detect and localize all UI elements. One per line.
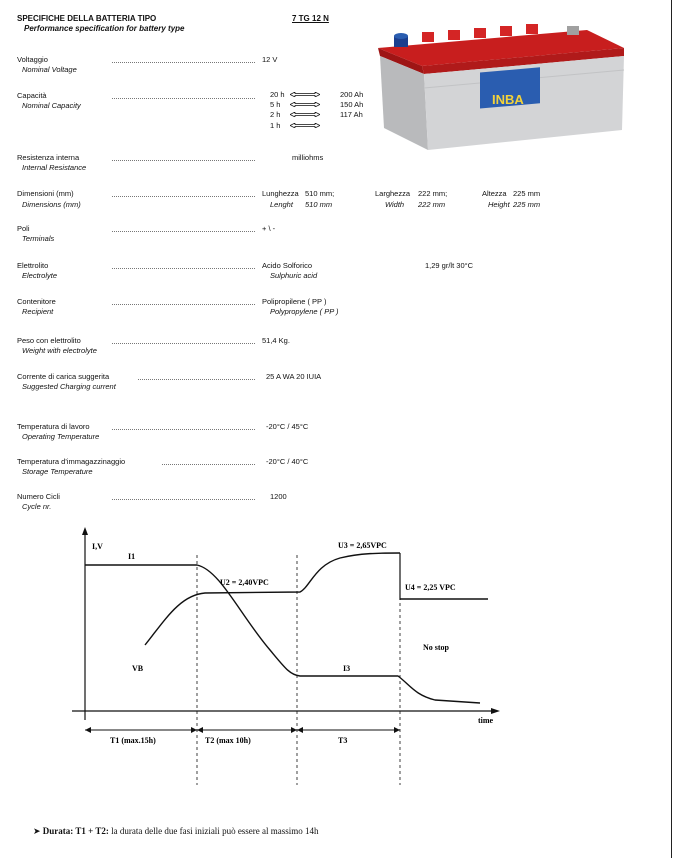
weight-value: 51,4 Kg. bbox=[262, 336, 290, 345]
voltage-label-en: Nominal Voltage bbox=[22, 65, 77, 74]
no-stop-label: No stop bbox=[423, 643, 450, 652]
voltage-label: Voltaggio bbox=[17, 55, 48, 64]
dot-leader bbox=[112, 268, 255, 269]
battery-model: 7 TG 12 N bbox=[292, 14, 329, 23]
electrolyte-value-en: Sulphuric acid bbox=[270, 271, 318, 280]
dot-leader bbox=[112, 160, 255, 161]
storage-temp-label: Temperatura d'immagazzinaggio bbox=[17, 457, 126, 466]
y-axis-arrow-icon bbox=[82, 527, 88, 535]
x-axis-arrow-icon bbox=[491, 708, 500, 714]
electrolyte-value: Acido Solforico bbox=[262, 261, 313, 270]
storage-temp-value: -20°C / 40°C bbox=[266, 457, 309, 466]
capacity-ah-2: 117 Ah bbox=[340, 110, 363, 119]
height-value: 225 mm bbox=[513, 189, 541, 198]
electrolyte-density: 1,29 gr/lt 30°C bbox=[425, 261, 474, 270]
battery-brand-logo: INBA bbox=[492, 92, 524, 107]
voltage-curve bbox=[145, 553, 400, 645]
dot-leader bbox=[112, 98, 255, 99]
charging-value: 25 A WA 20 IUIA bbox=[266, 372, 322, 381]
capacity-hours-1: 1 h bbox=[270, 121, 281, 130]
dimensions-label: Dimensioni (mm) bbox=[17, 189, 74, 198]
dot-leader bbox=[112, 429, 255, 430]
capacity-hours-20: 20 h bbox=[270, 90, 285, 99]
width-value: 222 mm; bbox=[418, 189, 448, 198]
double-arrow-icon bbox=[290, 92, 320, 97]
resistance-label-en: Internal Resistance bbox=[22, 163, 87, 172]
width-value-en: 222 mm bbox=[418, 200, 446, 209]
dot-leader bbox=[112, 231, 255, 232]
container-label-en: Recipient bbox=[22, 307, 54, 316]
weight-label-en: Weight with electrolyte bbox=[22, 346, 97, 355]
footnote bbox=[33, 826, 319, 837]
u3-label: U3 = 2,65VPC bbox=[338, 541, 387, 550]
width-label-en: Width bbox=[385, 200, 405, 209]
dot-leader bbox=[112, 62, 255, 63]
dot-leader bbox=[112, 304, 255, 305]
y-axis-label: I,V bbox=[92, 542, 103, 551]
op-temp-label-en: Operating Temperature bbox=[22, 432, 100, 441]
weight-label: Peso con elettrolito bbox=[17, 336, 81, 345]
op-temp-value: -20°C / 45°C bbox=[266, 422, 309, 431]
dot-leader bbox=[162, 464, 255, 465]
footnote-text: la durata delle due fasi iniziali può essere al massimo 14h bbox=[108, 826, 319, 836]
charging-label-en: Suggested Charging current bbox=[22, 382, 116, 391]
height-value-en: 225 mm bbox=[513, 200, 541, 209]
length-label: Lunghezza bbox=[262, 189, 299, 198]
dimensions-label-en: Dimensions (mm) bbox=[22, 200, 81, 209]
capacity-hours-2: 2 h bbox=[270, 110, 281, 119]
x-axis-label: time bbox=[478, 716, 494, 725]
bullet-icon: ➤ bbox=[33, 826, 41, 836]
height-label-en: Height bbox=[488, 200, 510, 209]
u4-label: U4 = 2,25 VPC bbox=[405, 583, 456, 592]
dot-leader bbox=[112, 343, 255, 344]
op-temp-label: Temperatura di lavoro bbox=[17, 422, 90, 431]
container-label: Contenitore bbox=[17, 297, 56, 306]
electrolyte-label-en: Electrolyte bbox=[22, 271, 58, 280]
arrowhead-icon bbox=[191, 727, 197, 733]
width-label: Larghezza bbox=[375, 189, 411, 198]
cycles-value: 1200 bbox=[270, 492, 287, 501]
capacity-label: Capacità bbox=[17, 91, 47, 100]
dot-leader bbox=[112, 196, 255, 197]
capacity-ah-20: 200 Ah bbox=[340, 90, 364, 99]
arrowhead-icon bbox=[85, 727, 91, 733]
capacity-ah-5: 150 Ah bbox=[340, 100, 364, 109]
double-arrow-icon bbox=[290, 102, 320, 107]
vb-label: VB bbox=[132, 664, 144, 673]
footnote-bold: Durata: T1 + T2: bbox=[42, 826, 109, 836]
dot-leader bbox=[138, 379, 255, 380]
t1-label: T1 (max.15h) bbox=[110, 736, 156, 745]
t3-label: T3 bbox=[338, 736, 348, 745]
i3-label: I3 bbox=[343, 664, 351, 673]
terminals-label-en: Terminals bbox=[22, 234, 55, 243]
voltage-value: 12 V bbox=[262, 55, 278, 64]
arrowhead-icon bbox=[297, 727, 303, 733]
charging-label: Corrente di carica suggerita bbox=[17, 372, 110, 381]
electrolyte-label: Elettrolito bbox=[17, 261, 49, 270]
i1-label: I1 bbox=[128, 552, 136, 561]
charging-diagram bbox=[60, 525, 520, 785]
length-label-en: Lenght bbox=[270, 200, 293, 209]
capacity-label-en: Nominal Capacity bbox=[22, 101, 81, 110]
battery-photo bbox=[372, 18, 630, 150]
double-arrow-icon bbox=[290, 123, 320, 128]
capacity-hours-5: 5 h bbox=[270, 100, 281, 109]
dot-leader bbox=[112, 499, 255, 500]
height-label: Altezza bbox=[482, 189, 507, 198]
arrowhead-icon bbox=[291, 727, 297, 733]
terminals-label: Poli bbox=[17, 224, 30, 233]
length-value-en: 510 mm bbox=[305, 200, 333, 209]
cycles-label-en: Cycle nr. bbox=[22, 502, 52, 511]
spec-title: SPECIFICHE DELLA BATTERIA TIPO bbox=[17, 14, 157, 23]
spec-subtitle: Performance specification for battery type bbox=[24, 24, 185, 33]
double-arrow-icon bbox=[290, 112, 320, 117]
container-value-en: Polypropylene ( PP ) bbox=[270, 307, 339, 316]
t2-label: T2 (max 10h) bbox=[205, 736, 251, 745]
container-value: Polipropilene ( PP ) bbox=[262, 297, 327, 306]
resistance-label: Resistenza interna bbox=[17, 153, 80, 162]
resistance-value: milliohms bbox=[292, 153, 324, 162]
arrowhead-icon bbox=[394, 727, 400, 733]
cycles-label: Numero Cicli bbox=[17, 492, 60, 501]
terminals-value: + \ - bbox=[262, 224, 276, 233]
storage-temp-label-en: Storage Temperature bbox=[22, 467, 93, 476]
length-value: 510 mm; bbox=[305, 189, 335, 198]
u2-label: U2 = 2,40VPC bbox=[220, 578, 269, 587]
arrowhead-icon bbox=[197, 727, 203, 733]
